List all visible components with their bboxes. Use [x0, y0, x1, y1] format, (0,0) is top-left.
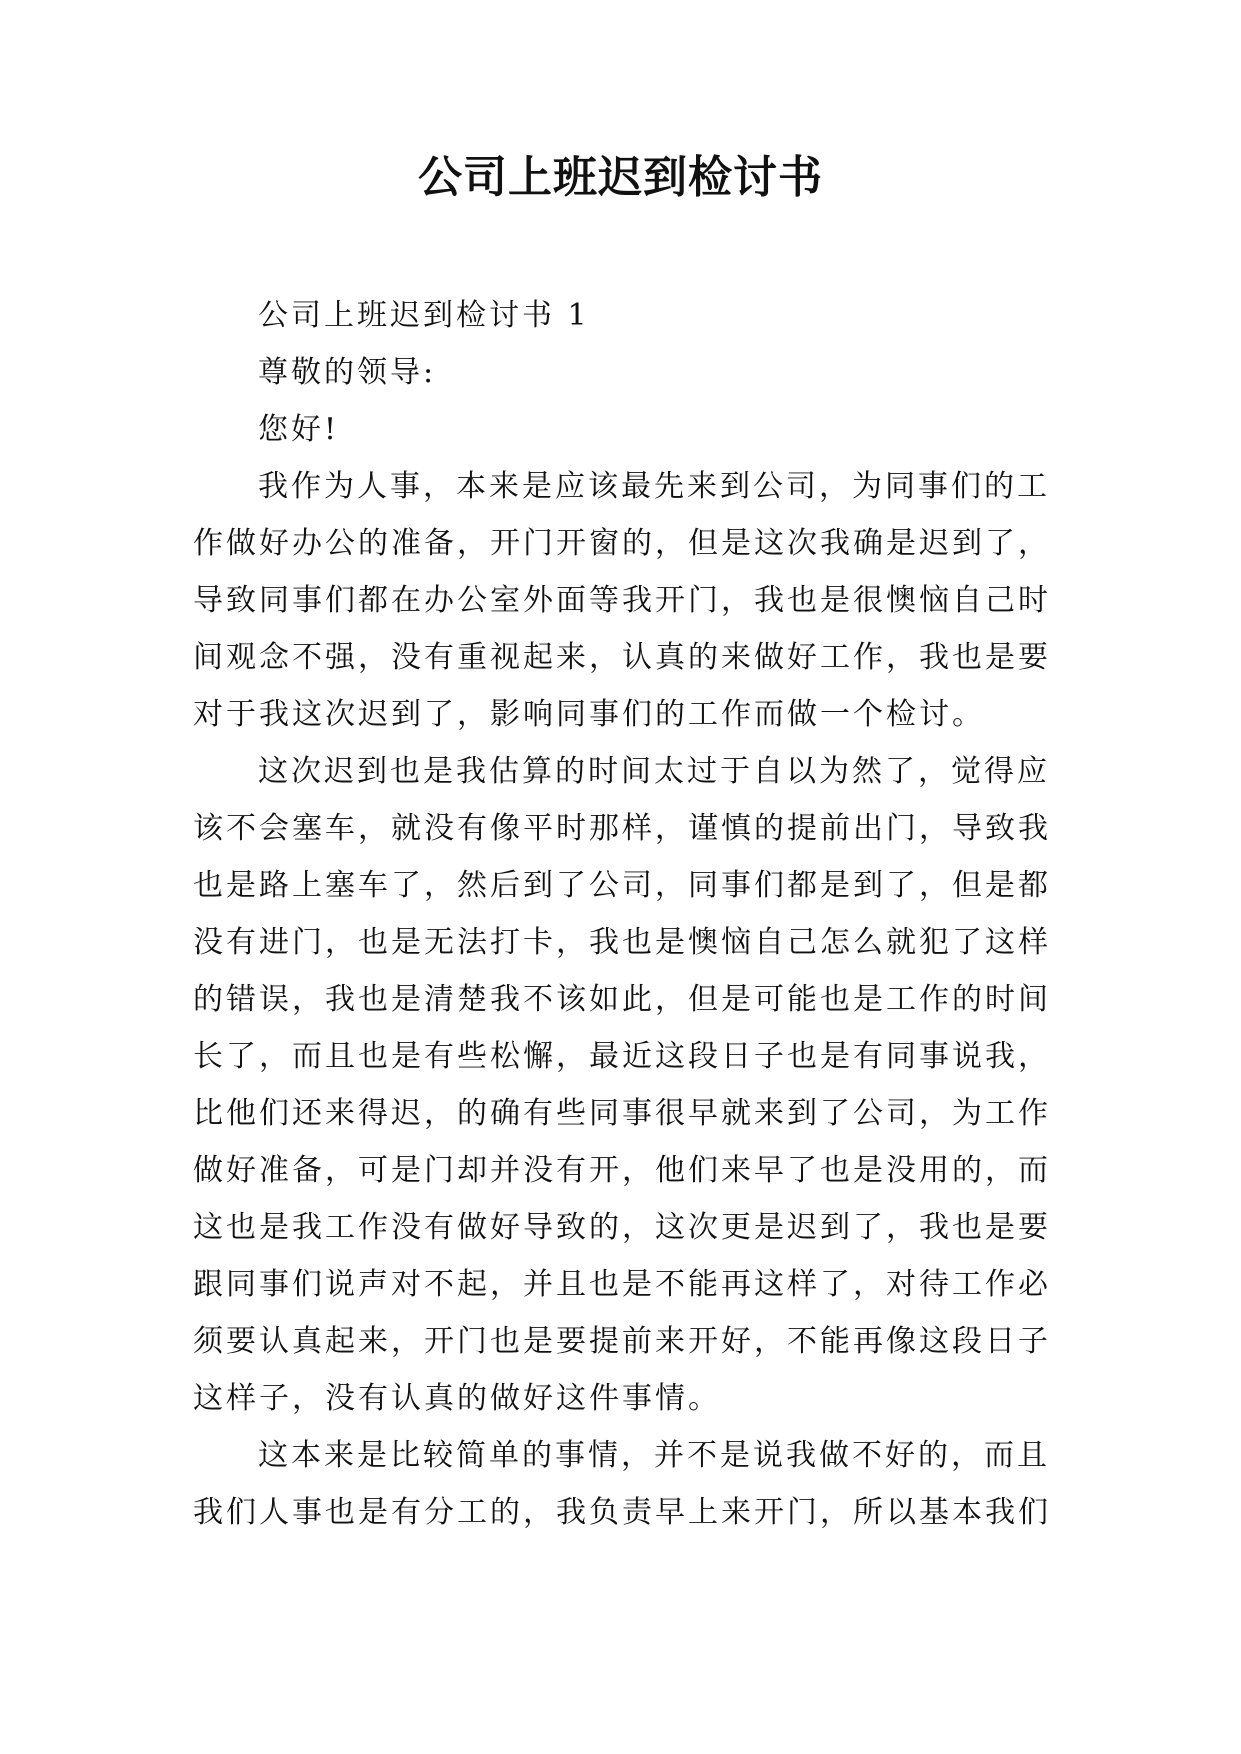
paragraph-line: 长了，而且也是有些松懈，最近这段日子也是有同事说我，: [193, 1039, 1051, 1074]
paragraph-line: 这本来是比较简单的事情，并不是说我做不好的，而且: [258, 1438, 1050, 1473]
paragraph-line: 导致同事们都在办公室外面等我开门，我也是很懊恼自己时: [193, 583, 1051, 618]
paragraph-line: 须要认真起来，开门也是要提前来开好，不能再像这段日子: [193, 1324, 1051, 1359]
paragraph-line: 这次迟到也是我估算的时间太过于自以为然了，觉得应: [258, 754, 1050, 789]
paragraph-line: 这也是我工作没有做好导致的，这次更是迟到了，我也是要: [193, 1210, 1051, 1245]
paragraph-line: 比他们还来得迟，的确有些同事很早就来到了公司，为工作: [193, 1096, 1051, 1131]
paragraph-line: 也是路上塞车了，然后到了公司，同事们都是到了，但是都: [193, 868, 1051, 903]
document-body: [193, 287, 1063, 1541]
paragraph-line: 做好准备，可是门却并没有开，他们来早了也是没用的，而: [193, 1153, 1051, 1188]
paragraph-line: 这样子，没有认真的做好这件事情。: [193, 1381, 721, 1416]
paragraph-line: 我们人事也是有分工的，我负责早上来开门，所以基本我们: [193, 1495, 1051, 1530]
salutation: 尊敬的领导:: [258, 355, 437, 390]
paragraph-line: 作做好办公的准备，开门开窗的，但是这次我确是迟到了，: [193, 526, 1051, 561]
paragraph-line: 我作为人事，本来是应该最先来到公司，为同事们的工: [258, 469, 1050, 504]
greeting: 您好!: [258, 412, 340, 447]
document-title: 公司上班迟到检讨书: [418, 152, 823, 203]
paragraph-line: 没有进门，也是无法打卡，我也是懊恼自己怎么就犯了这样: [193, 925, 1051, 960]
paragraph-line: 该不会塞车，就没有像平时那样，谨慎的提前出门，导致我: [193, 811, 1051, 846]
paragraph-line: 的错误，我也是清楚我不该如此，但是可能也是工作的时间: [193, 982, 1051, 1017]
paragraph-line: 对于我这次迟到了，影响同事们的工作而做一个检讨。: [193, 697, 985, 732]
paragraph-line: 跟同事们说声对不起，并且也是不能再这样了，对待工作必: [193, 1267, 1051, 1302]
section-heading: 公司上班迟到检讨书 1: [258, 298, 590, 333]
paragraph-line: 间观念不强，没有重视起来，认真的来做好工作，我也是要: [193, 640, 1051, 675]
